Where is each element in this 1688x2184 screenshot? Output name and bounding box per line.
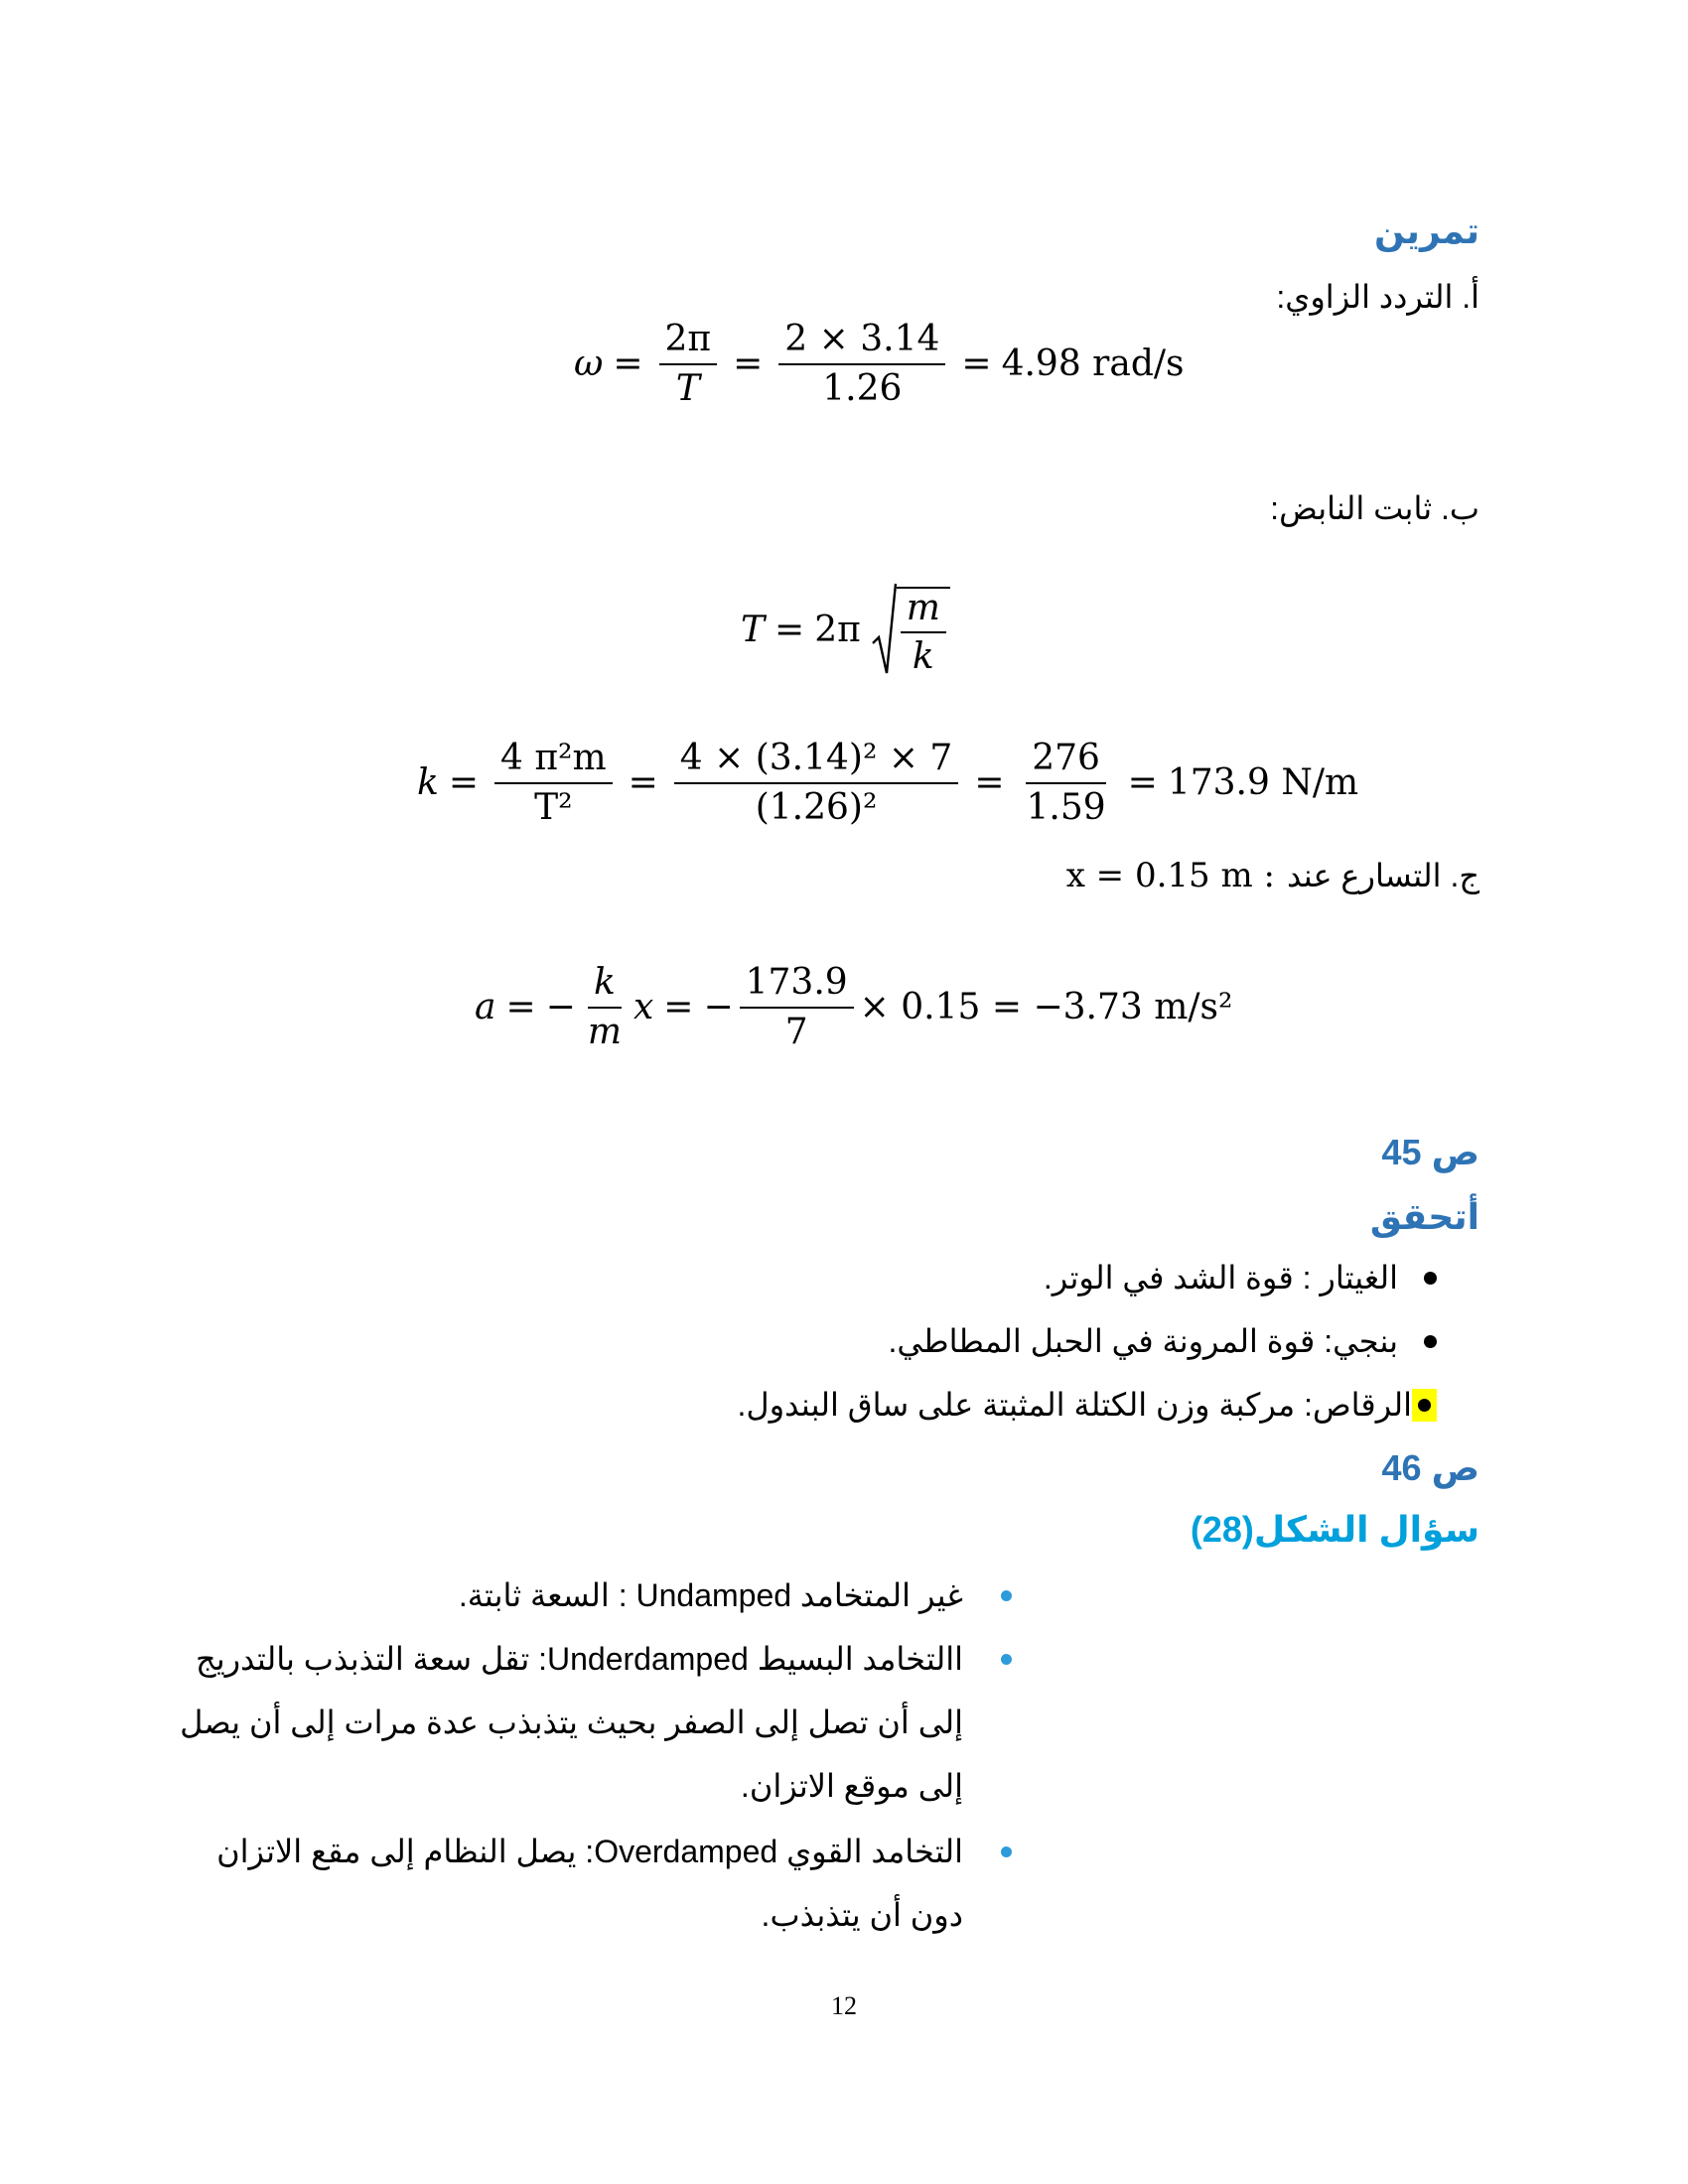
fraction-numerator: 2 × 3.14: [778, 320, 945, 365]
bullet-icon: [1001, 1654, 1012, 1665]
fraction-numerator: m: [901, 589, 946, 634]
bullet-icon: [1424, 1272, 1437, 1285]
list-item-line: إلى موقع الاتزان.: [740, 1768, 963, 1804]
page-number: 12: [831, 1991, 857, 2020]
fraction-denominator: T²: [534, 786, 573, 828]
list-item-text: الرقاص: مركبة وزن الكتلة المثبتة على ساق البندول.: [737, 1387, 1412, 1423]
radicand-fraction: [901, 589, 946, 677]
fraction-denominator: k: [912, 636, 934, 678]
list-item: [459, 1576, 963, 1614]
part-c-math: x = 0.15 m :: [1065, 856, 1275, 895]
page-46-subtitle: سؤال الشكل(28): [1190, 1509, 1479, 1550]
fraction-denominator: (1.26)²: [755, 786, 878, 828]
omega-result: 4.98 rad/s: [1001, 343, 1185, 385]
bullet-icon: [1001, 1846, 1012, 1857]
fraction-numerator: 4 × (3.14)² × 7: [674, 739, 959, 784]
k-fraction-3: [1021, 739, 1112, 827]
list-item: [1044, 1259, 1437, 1297]
a-result: × 0.15 = −3.73 m/s²: [859, 987, 1233, 1028]
acceleration-equation: a = − $\frac{k}{m}$ x = − $\frac{173.9}{7}$ × 0.15 = −3.73 m/s²: [475, 962, 1233, 1052]
exercise-title: تمرين: [1374, 210, 1479, 251]
period-equation: T = 2π $\frac{m}{k}$: [741, 582, 950, 677]
fraction-numerator: 2π: [659, 320, 718, 365]
list-item-line: إلى أن تصل إلى الصفر بحيث يتذبذب عدة مرات إلى أن يصل: [180, 1705, 963, 1740]
k-result: 173.9 N/m: [1167, 762, 1359, 804]
list-item: [216, 1833, 963, 1870]
list-item: [889, 1322, 1437, 1360]
highlight-marker: [1412, 1389, 1437, 1422]
fraction-denominator: T: [675, 367, 700, 409]
k-fraction-2: [674, 739, 959, 827]
fraction-numerator: k: [588, 963, 622, 1009]
fraction-denominator: 1.26: [822, 367, 903, 409]
part-c-label: [1066, 856, 1479, 895]
a-fraction-2: [740, 963, 854, 1051]
list-item-line: التخامد القوي Overdamped: يصل النظام إلى مقع الاتزان: [216, 1834, 963, 1869]
list-item-text: بنجي: قوة المرونة في الحبل المطاطي.: [888, 1323, 1398, 1359]
part-a-label: أ. التردد الزاوي:: [1276, 279, 1479, 315]
bullet-icon: [1424, 1335, 1437, 1348]
bullet-icon: [1418, 1399, 1431, 1412]
period-symbol: T: [741, 609, 766, 650]
fraction-numerator: 4 π²m: [494, 739, 613, 784]
omega-fraction-1: [659, 320, 718, 408]
a-fraction-1: [582, 963, 628, 1051]
omega-symbol: ω: [574, 343, 604, 385]
x-variable: x: [633, 987, 654, 1028]
list-item: [196, 1640, 963, 1678]
fraction-denominator: 7: [784, 1011, 808, 1052]
page-45-subtitle: أتحقق: [1369, 1196, 1479, 1237]
bullet-icon: [1001, 1590, 1012, 1601]
k-fraction-1: [494, 739, 613, 827]
k-symbol: k: [417, 762, 439, 804]
part-b-label: ب. ثابت النابض:: [1270, 490, 1479, 526]
square-root: [871, 582, 950, 677]
radical-sign-icon: [871, 582, 897, 677]
list-item-line: االتخامد البسيط Underdamped: تقل سعة التذبذب بالتدريج: [196, 1641, 963, 1677]
k-equation: k = $\frac{\text{4 π²m}}{\text{T²}}$ = $\frac{\text{4 × (3.14)² × 7}}{\text{(1.26)²}}$ = $\frac{276}{1.59}$ = 173.9 N/m: [417, 738, 1359, 828]
list-item-text: الغيتار : قوة الشد في الوتر.: [1043, 1260, 1398, 1296]
fraction-numerator: 276: [1026, 739, 1106, 784]
period-coefficient: 2π: [814, 609, 861, 650]
fraction-numerator: 173.9: [740, 963, 854, 1009]
list-item-line: غير المتخامد Undamped : السعة ثابتة.: [458, 1577, 963, 1613]
list-item-line: دون أن يتذبذب.: [761, 1897, 963, 1933]
page-45-title: ص 45: [1381, 1132, 1479, 1172]
list-item-highlighted: [738, 1386, 1437, 1424]
page-46-title: ص 46: [1381, 1447, 1479, 1488]
fraction-denominator: m: [587, 1011, 622, 1052]
omega-fraction-2: [778, 320, 945, 408]
fraction-denominator: 1.59: [1026, 786, 1106, 828]
omega-equation: ω = $\frac{2\pi}{T}$ = $\frac{2 \times 3.14}{1.26}$ = 4.98 rad/s: [574, 319, 1185, 409]
part-c-text: ج. التسارع عند: [1286, 858, 1479, 893]
a-symbol: a: [475, 987, 496, 1028]
